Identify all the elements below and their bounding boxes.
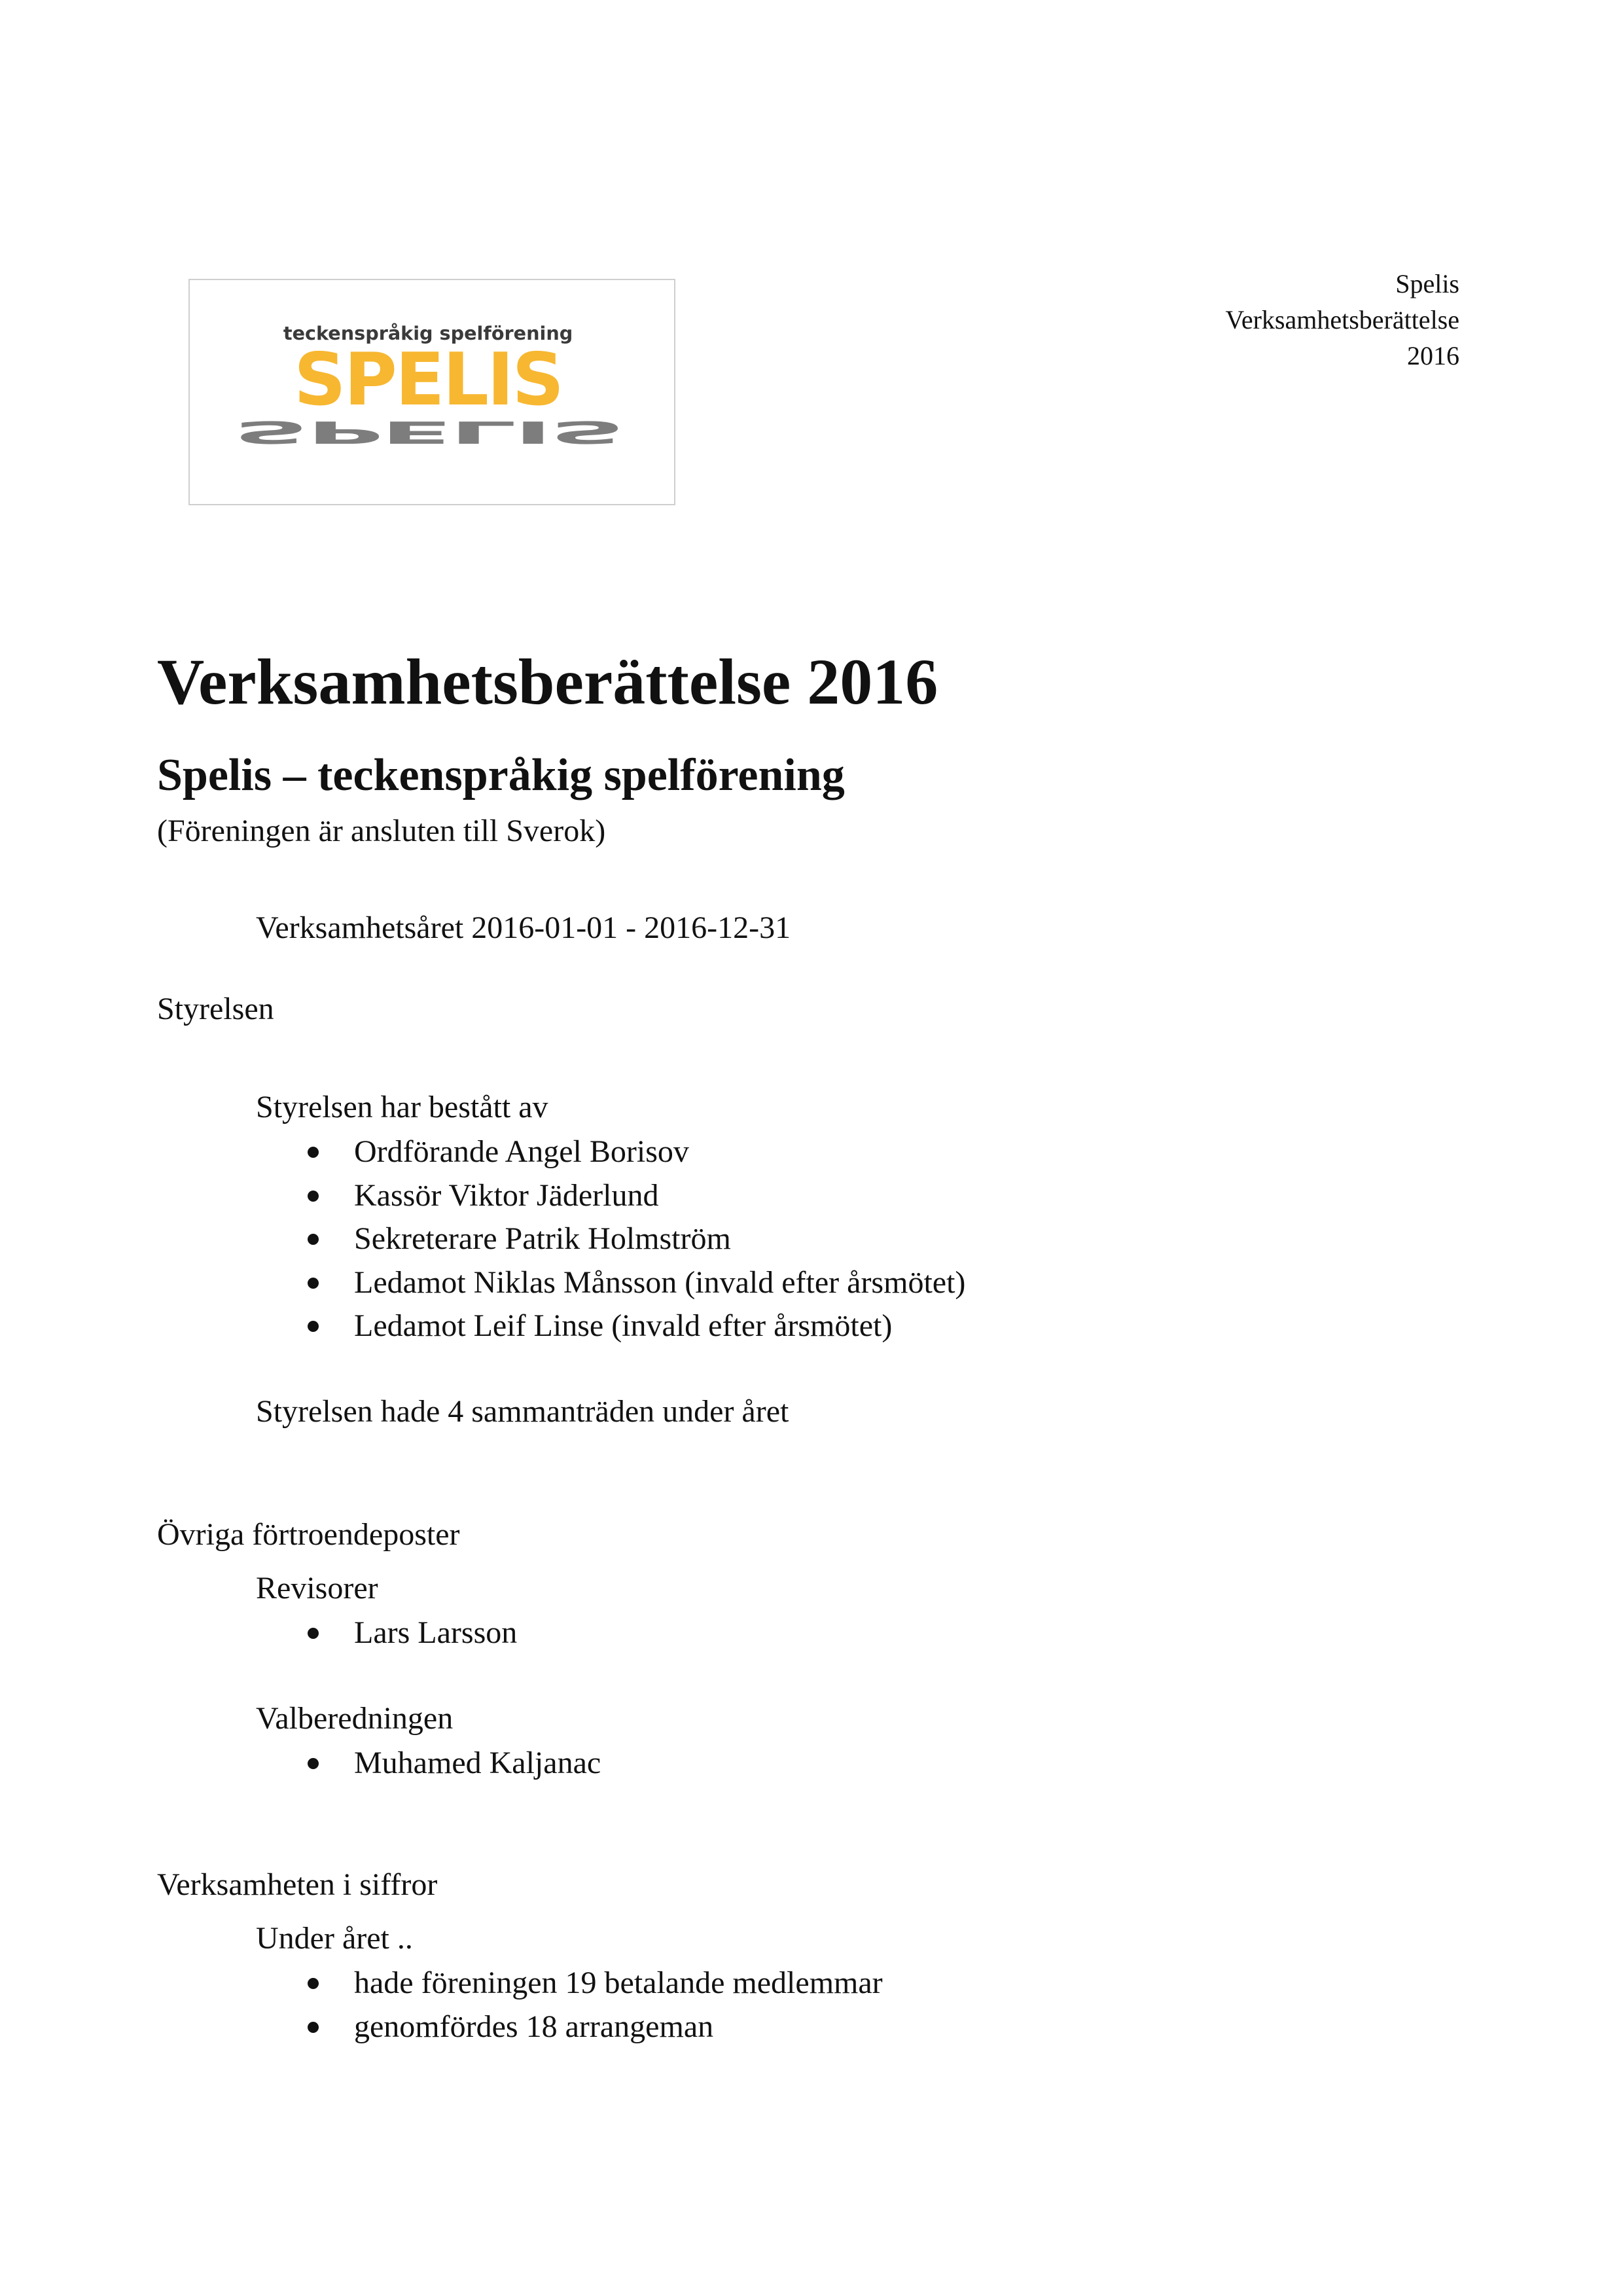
list-item <box>0 1304 965 1348</box>
bullet-icon <box>308 1628 319 1639</box>
bullet-icon <box>308 1978 319 1989</box>
list-item <box>0 1611 517 1655</box>
nomination-member: Muhamed Kaljanac <box>354 1746 601 1780</box>
spelis-logo <box>188 279 675 505</box>
board-member: Ledamot Leif Linse (invald efter årsmötet) <box>354 1308 893 1343</box>
logo-reflection <box>234 414 623 450</box>
board-member: Sekreterare Patrik Holmström <box>354 1221 731 1256</box>
bullet-icon <box>308 1278 319 1289</box>
list-item <box>0 1742 601 1785</box>
bullet-icon <box>308 1758 319 1769</box>
auditors-label: Revisorer <box>256 1571 378 1605</box>
logo-wordmark: SPELIS <box>294 337 563 422</box>
board-intro: Styrelsen har bestått av <box>256 1090 548 1124</box>
bullet-icon <box>308 1191 319 1202</box>
activity-period: Verksamhetsåret 2016-01-01 - 2016-12-31 <box>256 910 791 945</box>
document-title: Verksamhetsberättelse 2016 <box>157 645 938 718</box>
board-member: Ordförande Angel Borisov <box>354 1134 689 1169</box>
figures-intro: Under året .. <box>256 1921 413 1956</box>
bullet-icon <box>308 1147 319 1158</box>
list-item <box>0 1217 965 1261</box>
figures-list <box>0 1962 883 2049</box>
bullet-icon <box>308 2022 319 2033</box>
nomination-label: Valberedningen <box>256 1701 454 1736</box>
section-heading-figures: Verksamheten i siffror <box>157 1867 438 1902</box>
list-item <box>0 2005 883 2049</box>
bullet-icon <box>308 1234 319 1245</box>
header-org: Spelis <box>1395 269 1459 298</box>
board-member: Kassör Viktor Jäderlund <box>354 1177 659 1213</box>
spelis-logo-graphic <box>190 280 674 504</box>
figure-item: hade föreningen 19 betalande medlemmar <box>354 1965 883 2000</box>
auditors-list <box>0 1611 517 1655</box>
board-meetings: Styrelsen hade 4 sammanträden under året <box>256 1394 789 1429</box>
affiliation-note: (Föreningen är ansluten till Sverok) <box>157 814 606 848</box>
logo-tagline: teckenspråkig spelförening <box>283 321 573 344</box>
list-item <box>0 1174 965 1218</box>
section-heading-board: Styrelsen <box>157 992 274 1026</box>
board-members-list <box>0 1130 965 1348</box>
list-item <box>0 1261 965 1305</box>
document-subtitle: Spelis – teckenspråkig spelförening <box>157 750 845 800</box>
nomination-list <box>0 1742 601 1785</box>
bullet-icon <box>308 1321 319 1332</box>
figure-item: genomfördes 18 arrangeman <box>354 2009 714 2044</box>
logo-reflection-text: SPELIS <box>233 414 623 450</box>
auditor-name: Lars Larsson <box>354 1615 518 1650</box>
header-year: 2016 <box>1407 341 1459 370</box>
header-doc: Verksamhetsberättelse <box>1225 305 1459 334</box>
list-item <box>0 1130 965 1174</box>
page-header <box>1225 266 1459 374</box>
board-member: Ledamot Niklas Månsson (invald efter årsmötet) <box>354 1265 966 1300</box>
section-heading-trust-posts: Övriga förtroendeposter <box>157 1517 460 1552</box>
list-item <box>0 1962 883 2005</box>
